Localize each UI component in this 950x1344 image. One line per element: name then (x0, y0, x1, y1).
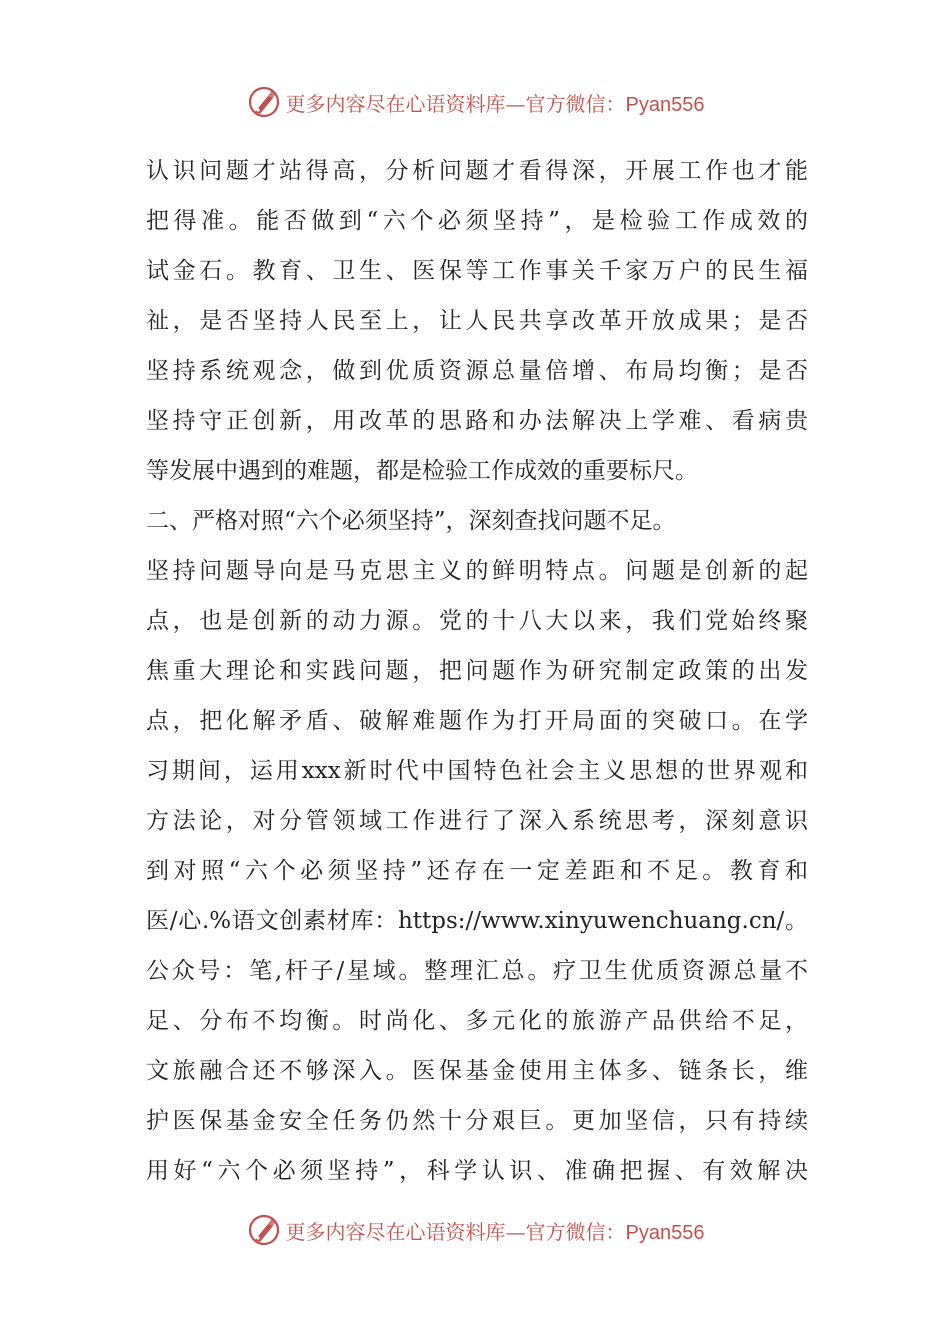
section-heading: 二、严格对照“六个必须坚持”，深刻查找问题不足。 (146, 508, 676, 534)
body-line-2: 把得准。能否做到“六个必须坚持”，是检验工作成效的 (146, 208, 808, 234)
body-line-17: 公众号：笔,杆子/星域。整理汇总。疗卫生优质资源总量不 (146, 958, 808, 984)
header-banner (0, 82, 950, 122)
body-line-4: 祉，是否坚持人民至上，让人民共享改革开放成果；是否 (146, 308, 808, 334)
footer-banner-wechat-id: Pyan556 (625, 1221, 705, 1244)
body-line-3: 试金石。教育、卫生、医保等工作事关千家万户的民生福 (146, 258, 808, 284)
body-text (146, 146, 808, 1196)
body-line-18: 足、分布不均衡。时尚化、多元化的旅游产品供给不足， (146, 1008, 808, 1034)
pen-nib-logo-icon (246, 1212, 282, 1248)
body-line-14: 方法论，对分管领域工作进行了深入系统思考，深刻意识 (146, 808, 808, 834)
header-banner-wechat-label: 官方微信： (525, 91, 626, 116)
footer-banner-wechat-label: 官方微信： (525, 1219, 626, 1244)
body-line-12: 点，把化解矛盾、破解难题作为打开局面的突破口。在学 (146, 708, 808, 734)
body-line-11: 焦重大理论和实践问题，把问题作为研究制定政策的出发 (146, 658, 808, 684)
body-line-19: 文旅融合还不够深入。医保基金使用主体多、链条长，维 (146, 1058, 808, 1084)
body-line-6: 坚持守正创新，用改革的思路和办法解决上学难、看病贵 (146, 408, 808, 434)
body-line-5: 坚持系统观念，做到优质资源总量倍增、布局均衡；是否 (146, 358, 808, 384)
footer-banner-prefix: 更多内容尽在心语资料库— (285, 1219, 526, 1244)
body-line-13: 习期间，运用xxx新时代中国特色社会主义思想的世界观和 (146, 758, 808, 784)
header-banner-text (286, 88, 705, 117)
body-line-10: 点，也是创新的动力源。党的十八大以来，我们党始终聚 (146, 608, 808, 634)
body-line-16: 医/心.%语文创素材库：https://www.xinyuwenchuang.cn/。 (146, 908, 808, 934)
footer-banner (0, 1210, 950, 1250)
footer-banner-text (286, 1216, 705, 1245)
pen-nib-logo-icon (246, 84, 282, 120)
body-line-9: 坚持问题导向是马克思主义的鲜明特点。问题是创新的起 (146, 558, 808, 584)
body-line-20: 护医保基金安全任务仍然十分艰巨。更加坚信，只有持续 (146, 1108, 808, 1134)
header-banner-prefix: 更多内容尽在心语资料库— (285, 91, 526, 116)
body-line-21: 用好“六个必须坚持”，科学认识、准确把握、有效解决 (146, 1158, 808, 1184)
body-line-7: 等发展中遇到的难题，都是检验工作成效的重要标尺。 (146, 458, 698, 484)
body-line-15: 到对照“六个必须坚持”还存在一定差距和不足。教育和 (146, 858, 808, 884)
body-line-1: 认识问题才站得高，分析问题才看得深，开展工作也才能 (146, 158, 808, 184)
header-banner-wechat-id: Pyan556 (625, 93, 705, 116)
